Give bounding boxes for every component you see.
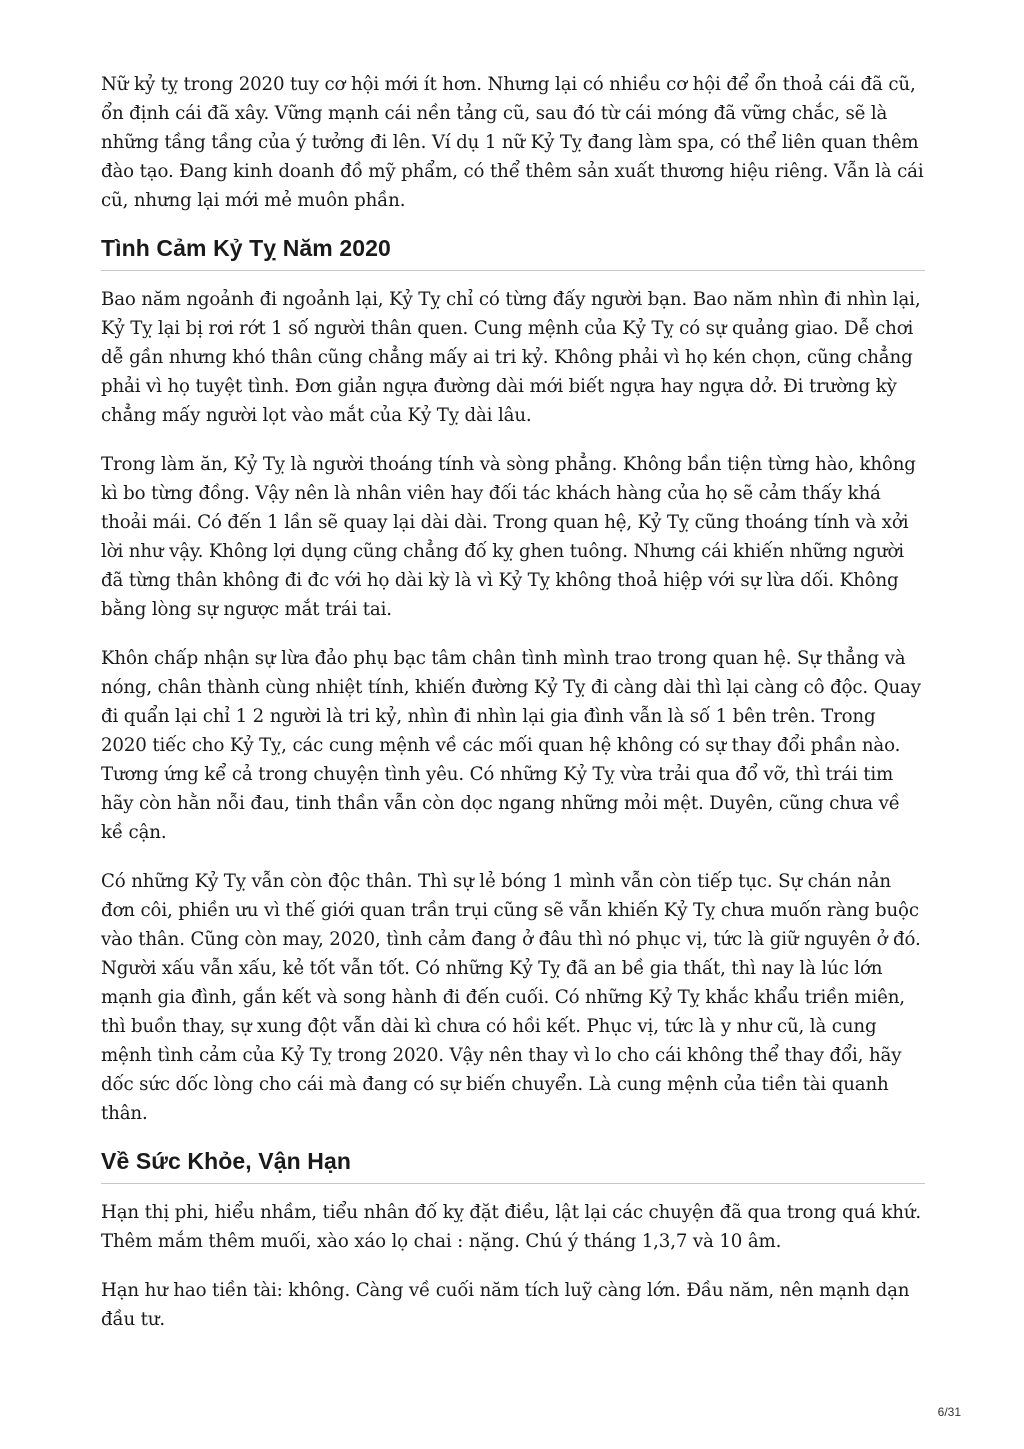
document-page bbox=[101, 70, 925, 1354]
page-number: 6/31 bbox=[937, 1405, 961, 1419]
love-paragraph-4: Có những Kỷ Tỵ vẫn còn độc thân. Thì sự lẻ bóng 1 mình vẫn còn tiếp tục. Sự chán nản đơn côi, phiền ưu vì thế giới quan trần trụi cũng sẽ vẫn khiến Kỷ Tỵ chưa muốn ràng buộc vào thân. Cũng còn may, 2020, tình cảm đang ở đâu thì nó phục vị, tức là giữ nguyên ở đó. Người xấu vẫn xấu, kẻ tốt vẫn tốt. Có những Kỷ Tỵ đã an bề gia thất, thì nay là lúc lớn mạnh gia đình, gắn kết và song hành đi đến cuối. Có những Kỷ Tỵ khắc khẩu triền miên, thì buồn thay, sự xung đột vẫn dài kì chưa có hồi kết. Phục vị, tức là y như cũ, là cung mệnh tình cảm của Kỷ Tỵ trong 2020. Vậy nên thay vì lo cho cái không thể thay đổi, hãy dốc sức dốc lòng cho cái mà đang có sự biến chuyển. Là cung mệnh của tiền tài quanh thân. bbox=[101, 871, 921, 1124]
health-section-heading: Về Sức Khỏe, Vận Hạn bbox=[101, 1148, 925, 1184]
love-paragraph-1: Bao năm ngoảnh đi ngoảnh lại, Kỷ Tỵ chỉ có từng đấy người bạn. Bao năm nhìn đi nhìn lại, Kỷ Tỵ lại bị rơi rớt 1 số người thân quen. Cung mệnh của Kỷ Tỵ có sự quảng giao. Dễ chơi dễ gần nhưng khó thân cũng chẳng mấy ai tri kỷ. Không phải vì họ kén chọn, cũng chẳng phải vì họ tuyệt tình. Đơn giản ngựa đường dài mới biết ngựa hay ngựa dở. Đi trường kỳ chẳng mấy người lọt vào mắt của Kỷ Tỵ dài lâu. bbox=[101, 289, 921, 426]
health-paragraph-2: Hạn hư hao tiền tài: không. Càng về cuối năm tích luỹ càng lớn. Đầu năm, nên mạnh dạn đầu tư. bbox=[101, 1280, 910, 1330]
intro-paragraph: Nữ kỷ tỵ trong 2020 tuy cơ hội mới ít hơn. Nhưng lại có nhiều cơ hội để ổn thoả cái đã cũ, ổn định cái đã xây. Vững mạnh cái nền tảng cũ, sau đó từ cái móng đã vững chắc, sẽ là những tầng tầng của ý tưởng đi lên. Ví dụ 1 nữ Kỷ Tỵ đang làm spa, có thể liên quan thêm đào tạo. Đang kinh doanh đồ mỹ phẩm, có thể thêm sản xuất thương hiệu riêng. Vẫn là cái cũ, nhưng lại mới mẻ muôn phần. bbox=[101, 74, 924, 211]
health-paragraph-1: Hạn thị phi, hiểu nhầm, tiểu nhân đố kỵ đặt điều, lật lại các chuyện đã qua trong quá khứ. Thêm mắm thêm muối, xào xáo lọ chai : nặng. Chú ý tháng 1,3,7 và 10 âm. bbox=[101, 1202, 922, 1252]
love-section-heading: Tình Cảm Kỷ Tỵ Năm 2020 bbox=[101, 235, 925, 271]
love-paragraph-2: Trong làm ăn, Kỷ Tỵ là người thoáng tính và sòng phẳng. Không bần tiện từng hào, không kì bo từng đồng. Vậy nên là nhân viên hay đối tác khách hàng của họ sẽ cảm thấy khá thoải mái. Có đến 1 lần sẽ quay lại dài dài. Trong quan hệ, Kỷ Tỵ cũng thoáng tính và xởi lời như vậy. Không lợi dụng cũng chẳng đố kỵ ghen tuông. Nhưng cái khiến những người đã từng thân không đi đc với họ dài kỳ là vì Kỷ Tỵ không thoả hiệp với sự lừa dối. Không bằng lòng sự ngược mắt trái tai. bbox=[101, 454, 916, 620]
love-paragraph-3: Khôn chấp nhận sự lừa đảo phụ bạc tâm chân tình mình trao trong quan hệ. Sự thẳng và nóng, chân thành cùng nhiệt tính, khiến đường Kỷ Tỵ đi càng dài thì lại càng cô độc. Quay đi quẩn lại chỉ 1 2 người là tri kỷ, nhìn đi nhìn lại gia đình vẫn là số 1 bên trên. Trong 2020 tiếc cho Kỷ Tỵ, các cung mệnh về các mối quan hệ không có sự thay đổi phần nào. Tương ứng kể cả trong chuyện tình yêu. Có những Kỷ Tỵ vừa trải qua đổ vỡ, thì trái tim hãy còn hằn nỗi đau, tinh thần vẫn còn dọc ngang những mỏi mệt. Duyên, cũng chưa về kề cận. bbox=[101, 648, 921, 843]
